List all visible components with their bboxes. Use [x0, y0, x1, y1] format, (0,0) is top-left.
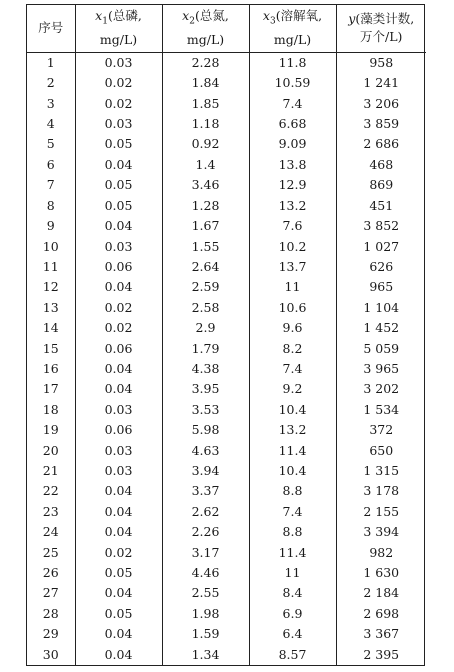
- cell-x2: 1.34: [162, 644, 249, 665]
- cell-x1: 0.04: [75, 522, 162, 542]
- cell-x3: 10.59: [249, 73, 336, 93]
- cell-x1: 0.04: [75, 216, 162, 236]
- cell-x3: 8.2: [249, 338, 336, 358]
- cell-x2: 5.98: [162, 420, 249, 440]
- cell-x1: 0.03: [75, 114, 162, 134]
- cell-y: 626: [336, 257, 426, 277]
- header-x1-label: (总磷,: [107, 8, 142, 23]
- cell-y: 3 367: [336, 624, 426, 644]
- cell-y: 451: [336, 195, 426, 215]
- table-row: [27, 297, 426, 317]
- table-row: [27, 542, 426, 562]
- table-row: [27, 420, 426, 440]
- cell-y: 1 534: [336, 399, 426, 419]
- table-row: [27, 175, 426, 195]
- cell-y: 3 859: [336, 114, 426, 134]
- cell-x3: 7.4: [249, 93, 336, 113]
- cell-x1: 0.04: [75, 644, 162, 665]
- cell-x2: 1.55: [162, 236, 249, 256]
- table-row: [27, 52, 426, 73]
- cell-index: 3: [46, 95, 55, 111]
- cell-y: 1 241: [336, 73, 426, 93]
- table-row: [27, 216, 426, 236]
- cell-x3: 11.8: [249, 52, 336, 73]
- cell-y: 965: [336, 277, 426, 297]
- cell-y: 2 184: [336, 583, 426, 603]
- cell-x3: 10.6: [249, 297, 336, 317]
- cell-x3: 13.7: [249, 257, 336, 277]
- cell-x2: 2.26: [162, 522, 249, 542]
- table-row: [27, 461, 426, 481]
- table-row: [27, 481, 426, 501]
- cell-x1: 0.04: [75, 481, 162, 501]
- header-x2-label: (总氮,: [194, 8, 229, 23]
- cell-index: 19: [42, 422, 59, 438]
- header-x3-unit: mg/L): [273, 31, 312, 47]
- cell-x2: 1.59: [162, 624, 249, 644]
- cell-x2: 2.64: [162, 257, 249, 277]
- cell-x3: 8.8: [249, 481, 336, 501]
- cell-y: 3 394: [336, 522, 426, 542]
- cell-index: 22: [42, 483, 59, 499]
- data-table-frame: [26, 4, 425, 666]
- cell-x1: 0.05: [75, 563, 162, 583]
- cell-index: 15: [42, 340, 59, 356]
- cell-x2: 1.18: [162, 114, 249, 134]
- cell-x1: 0.03: [75, 52, 162, 73]
- cell-y: 3 965: [336, 359, 426, 379]
- cell-x3: 7.4: [249, 501, 336, 521]
- cell-y: 3 202: [336, 379, 426, 399]
- table-row: [27, 563, 426, 583]
- header-x3-label: (溶解氧,: [275, 8, 323, 23]
- cell-index: 27: [42, 585, 59, 601]
- cell-x1: 0.03: [75, 399, 162, 419]
- cell-x3: 13.2: [249, 420, 336, 440]
- cell-x3: 8.57: [249, 644, 336, 665]
- cell-x1: 0.04: [75, 583, 162, 603]
- table-row: [27, 93, 426, 113]
- cell-x3: 6.4: [249, 624, 336, 644]
- cell-x3: 9.09: [249, 134, 336, 154]
- cell-x1: 0.02: [75, 297, 162, 317]
- cell-x2: 2.62: [162, 501, 249, 521]
- cell-x3: 10.2: [249, 236, 336, 256]
- cell-index: 5: [46, 136, 55, 152]
- cell-y: 1 630: [336, 563, 426, 583]
- cell-index: 16: [42, 360, 59, 376]
- cell-x1: 0.06: [75, 338, 162, 358]
- cell-index: 28: [42, 605, 59, 621]
- cell-x1: 0.05: [75, 195, 162, 215]
- cell-index: 24: [42, 524, 59, 540]
- cell-x2: 3.37: [162, 481, 249, 501]
- table-row: [27, 399, 426, 419]
- cell-x2: 3.95: [162, 379, 249, 399]
- header-y-unit: 万个/L): [360, 28, 403, 44]
- cell-x2: 2.55: [162, 583, 249, 603]
- cell-index: 10: [42, 238, 59, 254]
- cell-y: 1 315: [336, 461, 426, 481]
- cell-x2: 2.28: [162, 52, 249, 73]
- table-row: [27, 440, 426, 460]
- cell-x1: 0.02: [75, 542, 162, 562]
- cell-x2: 2.58: [162, 297, 249, 317]
- cell-index: 9: [46, 218, 55, 234]
- cell-x2: 1.85: [162, 93, 249, 113]
- cell-x3: 8.8: [249, 522, 336, 542]
- table-row: [27, 624, 426, 644]
- cell-x3: 9.2: [249, 379, 336, 399]
- cell-x1: 0.02: [75, 318, 162, 338]
- cell-x2: 4.38: [162, 359, 249, 379]
- cell-x3: 8.4: [249, 583, 336, 603]
- table-row: [27, 318, 426, 338]
- cell-x3: 6.9: [249, 603, 336, 623]
- cell-index: 12: [42, 279, 59, 295]
- cell-x2: 4.63: [162, 440, 249, 460]
- cell-x2: 1.79: [162, 338, 249, 358]
- cell-index: 14: [42, 320, 59, 336]
- cell-x1: 0.04: [75, 379, 162, 399]
- cell-index: 4: [46, 116, 55, 132]
- cell-x1: 0.03: [75, 440, 162, 460]
- cell-x1: 0.05: [75, 603, 162, 623]
- table-row: [27, 155, 426, 175]
- cell-x3: 13.2: [249, 195, 336, 215]
- cell-x1: 0.03: [75, 461, 162, 481]
- cell-x2: 4.46: [162, 563, 249, 583]
- cell-index: 13: [42, 299, 59, 315]
- header-index: [27, 5, 75, 52]
- cell-y: 2 395: [336, 644, 426, 665]
- cell-x2: 3.46: [162, 175, 249, 195]
- cell-y: 869: [336, 175, 426, 195]
- cell-y: 1 104: [336, 297, 426, 317]
- cell-y: 1 452: [336, 318, 426, 338]
- cell-x1: 0.05: [75, 134, 162, 154]
- header-x1-unit: mg/L): [99, 31, 138, 47]
- cell-y: 3 178: [336, 481, 426, 501]
- cell-x1: 0.04: [75, 359, 162, 379]
- table-row: [27, 644, 426, 665]
- table-row: [27, 338, 426, 358]
- cell-x2: 1.67: [162, 216, 249, 236]
- cell-y: 958: [336, 52, 426, 73]
- table-header: [27, 5, 426, 52]
- header-y-label: (藻类计数,: [355, 10, 415, 26]
- cell-x2: 1.28: [162, 195, 249, 215]
- cell-x1: 0.03: [75, 236, 162, 256]
- table-row: [27, 114, 426, 134]
- cell-x2: 1.4: [162, 155, 249, 175]
- cell-x1: 0.04: [75, 155, 162, 175]
- cell-y: 3 852: [336, 216, 426, 236]
- table-row: [27, 603, 426, 623]
- cell-x3: 12.9: [249, 175, 336, 195]
- header-x1: [75, 5, 162, 52]
- table-row: [27, 73, 426, 93]
- cell-x3: 11: [249, 277, 336, 297]
- cell-index: 18: [42, 401, 59, 417]
- cell-x2: 3.53: [162, 399, 249, 419]
- cell-y: 3 206: [336, 93, 426, 113]
- cell-x3: 6.68: [249, 114, 336, 134]
- cell-index: 20: [42, 442, 59, 458]
- header-row: [27, 5, 426, 52]
- cell-x2: 1.98: [162, 603, 249, 623]
- header-x1-var: $x_1$: [95, 8, 108, 27]
- cell-x1: 0.04: [75, 624, 162, 644]
- cell-x3: 11.4: [249, 440, 336, 460]
- cell-y: 2 698: [336, 603, 426, 623]
- cell-y: 5 059: [336, 338, 426, 358]
- header-x2-var: $x_2$: [182, 8, 195, 27]
- cell-x2: 2.59: [162, 277, 249, 297]
- cell-index: 17: [42, 381, 59, 397]
- cell-index: 7: [46, 177, 55, 193]
- header-x2: [162, 5, 249, 52]
- cell-x3: 10.4: [249, 399, 336, 419]
- cell-y: 2 155: [336, 501, 426, 521]
- cell-y: 1 027: [336, 236, 426, 256]
- cell-x1: 0.06: [75, 257, 162, 277]
- cell-y: 468: [336, 155, 426, 175]
- cell-x3: 9.6: [249, 318, 336, 338]
- table-row: [27, 134, 426, 154]
- cell-index: 8: [46, 197, 55, 213]
- cell-x2: 0.92: [162, 134, 249, 154]
- cell-x1: 0.02: [75, 93, 162, 113]
- cell-x1: 0.04: [75, 501, 162, 521]
- cell-x2: 3.94: [162, 461, 249, 481]
- cell-y: 982: [336, 542, 426, 562]
- cell-index: 6: [46, 156, 55, 172]
- table-row: [27, 583, 426, 603]
- cell-index: 11: [42, 258, 59, 274]
- header-y: [336, 5, 426, 52]
- table-row: [27, 236, 426, 256]
- cell-x3: 11: [249, 563, 336, 583]
- cell-x1: 0.04: [75, 277, 162, 297]
- cell-x3: 7.6: [249, 216, 336, 236]
- cell-x3: 10.4: [249, 461, 336, 481]
- table-row: [27, 522, 426, 542]
- cell-x3: 11.4: [249, 542, 336, 562]
- cell-y: 650: [336, 440, 426, 460]
- header-x3: [249, 5, 336, 52]
- cell-index: 25: [42, 544, 59, 560]
- cell-index: 30: [42, 646, 59, 662]
- header-x2-unit: mg/L): [186, 31, 225, 47]
- cell-x3: 13.8: [249, 155, 336, 175]
- cell-y: 372: [336, 420, 426, 440]
- header-index-label: 序号: [38, 19, 64, 35]
- data-table: [27, 5, 426, 665]
- cell-index: 21: [42, 462, 59, 478]
- table-row: [27, 379, 426, 399]
- table-row: [27, 257, 426, 277]
- cell-x2: 1.84: [162, 73, 249, 93]
- header-y-var: y: [348, 10, 356, 26]
- table-row: [27, 359, 426, 379]
- header-x3-var: $x_3$: [262, 8, 276, 27]
- cell-index: 1: [46, 54, 55, 70]
- cell-x3: 7.4: [249, 359, 336, 379]
- table-row: [27, 277, 426, 297]
- table-body: [27, 52, 426, 665]
- cell-x1: 0.02: [75, 73, 162, 93]
- cell-index: 2: [46, 75, 55, 91]
- table-row: [27, 195, 426, 215]
- cell-x1: 0.05: [75, 175, 162, 195]
- table-row: [27, 501, 426, 521]
- cell-index: 29: [42, 626, 59, 642]
- cell-x2: 3.17: [162, 542, 249, 562]
- cell-index: 26: [42, 565, 59, 581]
- cell-x2: 2.9: [162, 318, 249, 338]
- cell-index: 23: [42, 503, 59, 519]
- cell-x1: 0.06: [75, 420, 162, 440]
- cell-y: 2 686: [336, 134, 426, 154]
